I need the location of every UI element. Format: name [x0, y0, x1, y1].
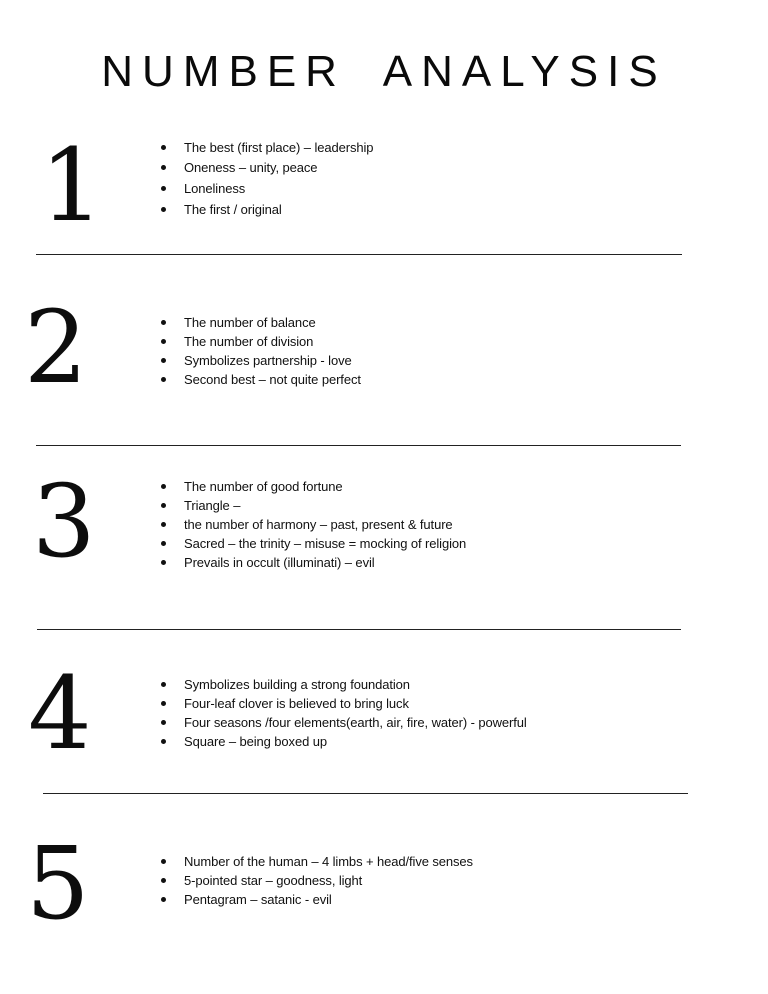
list-item: Pentagram – satanic - evil: [160, 890, 473, 909]
section-three-list: [160, 477, 466, 572]
list-item: Symbolizes partnership - love: [160, 351, 361, 370]
section-divider: [37, 629, 681, 630]
list-item: 5-pointed star – goodness, light: [160, 871, 473, 890]
list-item: Triangle –: [160, 496, 466, 515]
list-item: Second best – not quite perfect: [160, 370, 361, 389]
list-item: Oneness – unity, peace: [160, 158, 373, 177]
list-item: Sacred – the trinity – misuse = mocking of religion: [160, 534, 466, 553]
section-five-list: [160, 852, 473, 909]
list-item: the number of harmony – past, present & future: [160, 515, 466, 534]
list-item: The first / original: [160, 200, 373, 219]
list-item: Four-leaf clover is believed to bring luck: [160, 694, 527, 713]
section-one-list: [160, 138, 373, 219]
numeral-two: 2: [24, 289, 88, 406]
list-item: The best (first place) – leadership: [160, 138, 373, 157]
list-item: Symbolizes building a strong foundation: [160, 675, 527, 694]
numeral-one: 1: [40, 127, 104, 244]
section-divider: [43, 793, 688, 794]
list-item: Prevails in occult (illuminati) – evil: [160, 553, 466, 572]
list-item: The number of balance: [160, 313, 361, 332]
section-four-list: [160, 675, 527, 751]
list-item: Square – being boxed up: [160, 732, 527, 751]
list-item: Number of the human – 4 limbs + head/five senses: [160, 852, 473, 871]
section-divider: [36, 254, 682, 255]
numeral-four: 4: [28, 655, 92, 772]
section-divider: [36, 445, 681, 446]
list-item: The number of good fortune: [160, 477, 466, 496]
numeral-five: 5: [26, 825, 90, 942]
list-item: Four seasons /four elements(earth, air, fire, water) - powerful: [160, 713, 527, 732]
page-title: NUMBER ANALYSIS: [101, 47, 667, 96]
list-item: Loneliness: [160, 179, 373, 198]
list-item: The number of division: [160, 332, 361, 351]
numeral-three: 3: [32, 463, 96, 580]
section-two-list: [160, 313, 361, 389]
